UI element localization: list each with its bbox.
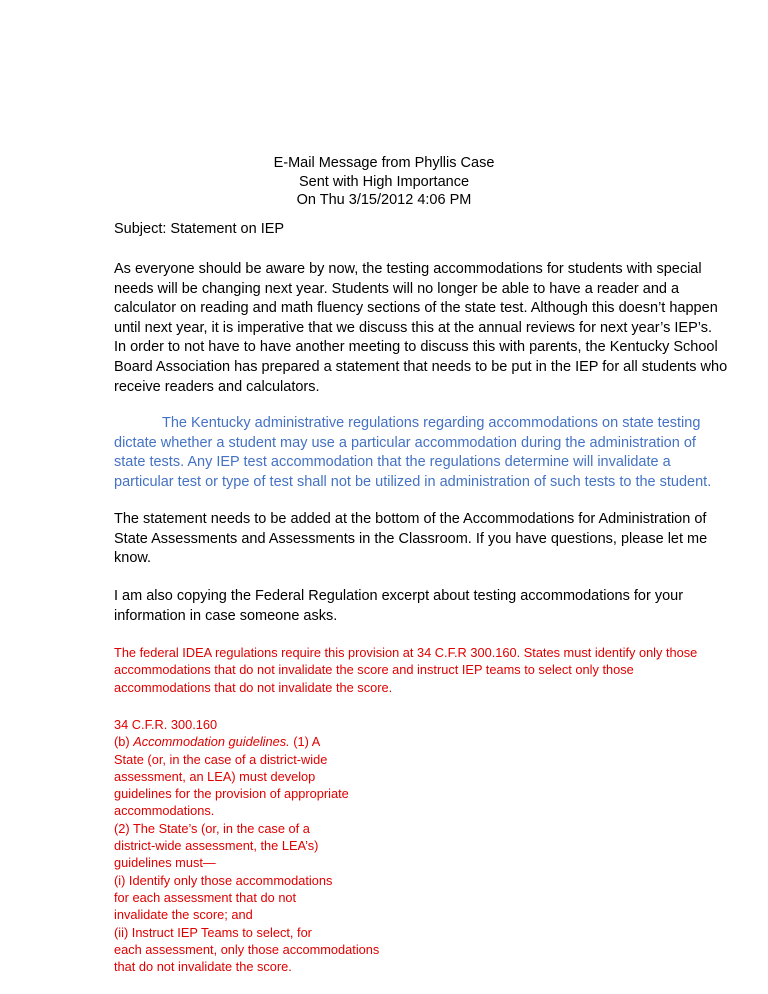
text-line: The federal IDEA regulations require this provision at 34 C.F.R 300.160. States must identify only those: [114, 645, 698, 660]
text-line: The statement needs to be added at the bottom of the Accommodations for Administration of: [114, 511, 707, 527]
cfr-b-prefix: (b): [114, 734, 134, 750]
text-line: know.: [114, 550, 152, 567]
instruction-paragraph: [114, 510, 708, 569]
text-line: Board Association has prepared a statement that needs to be put in the IEP for all students who: [114, 358, 728, 375]
intro-paragraph: [114, 260, 728, 397]
text-line: State (or, in the case of a district-wide: [114, 751, 328, 767]
text-line: In order to not have to have another meeting to discuss this with parents, the Kentucky School: [114, 339, 718, 356]
text-line: receive readers and calculators.: [114, 378, 320, 395]
text-line: calculator on reading and math fluency sections of the state test. Although this doesn’t happen: [114, 300, 718, 317]
text-line: accommodations that do not invalidate the score.: [114, 679, 393, 695]
text-line: (2) The State’s (or, in the case of a: [114, 820, 310, 836]
text-line: I am also copying the Federal Regulation excerpt about testing accommodations for your: [114, 588, 684, 604]
email-subject: Subject: Statement on IEP: [114, 221, 285, 237]
text-line: accommodations that do not invalidate the score and instruct IEP teams to select only those: [114, 662, 634, 678]
text-line: for each assessment that do not: [114, 889, 297, 905]
text-line: As everyone should be aware by now, the testing accommodations for students with special: [114, 261, 702, 277]
text-line: The Kentucky administrative regulations regarding accommodations on state testing: [162, 415, 701, 431]
header-from-line: E-Mail Message from Phyllis Case: [273, 155, 495, 171]
cfr-b-rest: (1) A: [289, 734, 321, 750]
text-line: information in case someone asks.: [114, 607, 338, 624]
text-line: district-wide assessment, the LEA’s): [114, 838, 319, 854]
federal-intro-paragraph: [114, 587, 684, 626]
text-line: until next year, it is imperative that we discuss this at the annual reviews for next year’s IEP’s.: [114, 319, 713, 336]
cfr-section-b: [114, 733, 674, 750]
text-line: dictate whether a student may use a particular accommodation during the administration of: [114, 434, 696, 451]
text-line: state tests. Any IEP test accommodation that the regulations determine will invalidate a: [114, 454, 671, 471]
text-line: that do not invalidate the score.: [114, 959, 292, 975]
text-line: guidelines for the provision of appropriate: [114, 786, 349, 802]
federal-regulation-excerpt: [114, 644, 698, 696]
header-date-line: On Thu 3/15/2012 4:06 PM: [296, 192, 472, 208]
email-header: [0, 154, 768, 210]
cfr-excerpt: [114, 716, 674, 975]
text-line: particular test or type of test shall not be utilized in administration of such tests to the student.: [114, 473, 712, 490]
cfr-citation: 34 C.F.R. 300.160: [114, 717, 218, 732]
text-line: (ii) Instruct IEP Teams to select, for: [114, 924, 312, 940]
text-line: (i) Identify only those accommodations: [114, 872, 333, 888]
header-importance-line: Sent with High Importance: [298, 173, 470, 190]
text-line: accommodations.: [114, 803, 215, 819]
cfr-b-title: Accommodation guidelines.: [133, 734, 290, 750]
text-line: assessment, an LEA) must develop: [114, 768, 316, 784]
text-line: invalidate the score; and: [114, 907, 253, 923]
text-line: guidelines must—: [114, 855, 216, 871]
text-line: needs will be changing next year. Students will no longer be able to have a reader and a: [114, 280, 680, 297]
kentucky-statement-quote: [114, 414, 712, 492]
text-line: State Assessments and Assessments in the Classroom. If you have questions, please let me: [114, 530, 708, 547]
text-line: each assessment, only those accommodations: [114, 941, 380, 957]
